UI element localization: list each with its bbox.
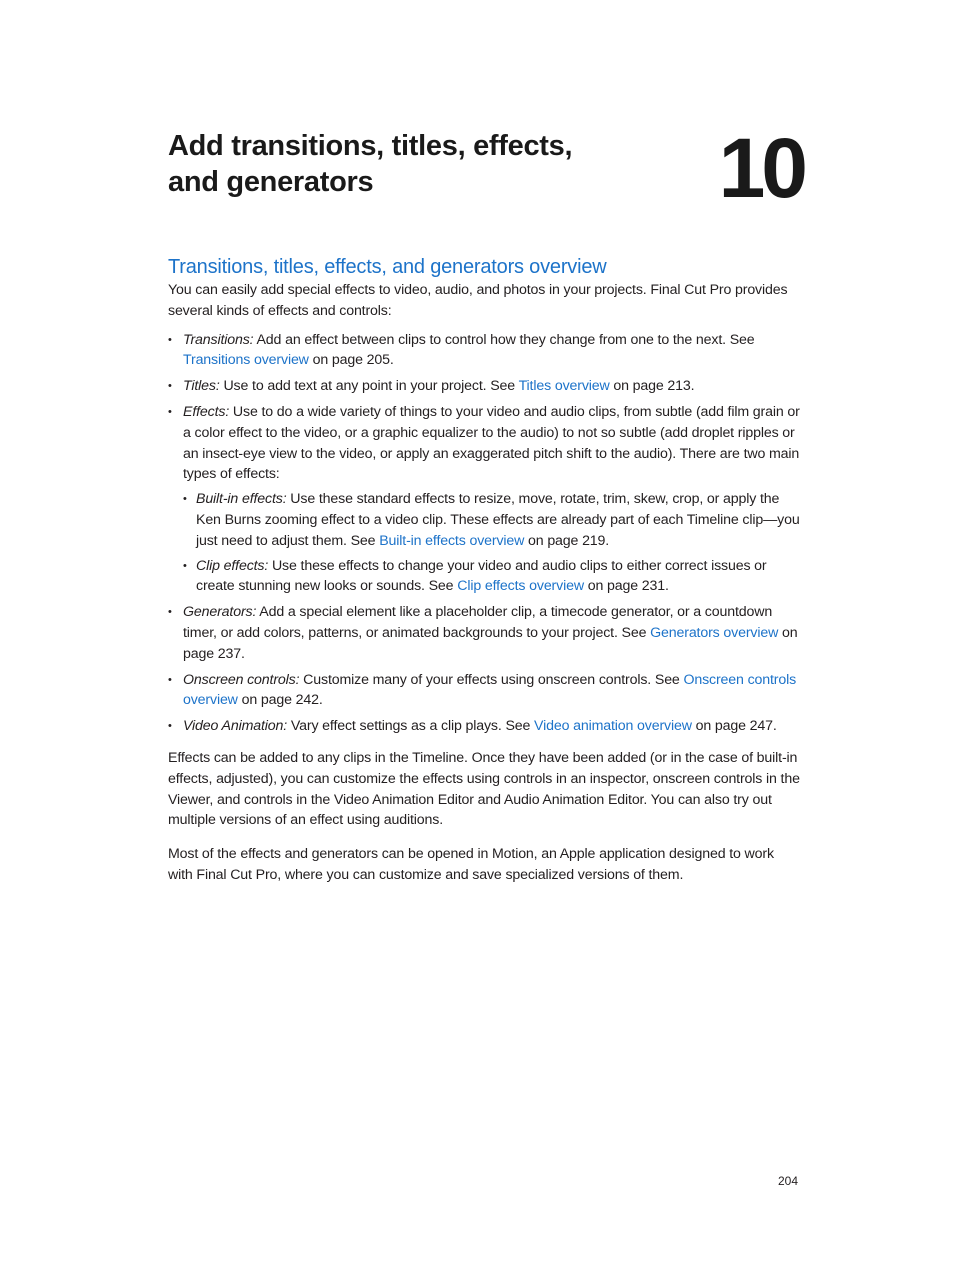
item-text: Use these standard effects to resize, move, rotate, trim, skew, crop, or apply the Ken Burns zooming effect to a video clip. These effects are already part of each Timeline clip—you just need to adjust them. See [196,491,800,549]
generators-overview-link[interactable]: Generators overview [650,624,779,641]
term: Onscreen controls: [183,671,300,688]
term: Transitions: [183,331,254,348]
page-number: 204 [777,1174,798,1188]
term: Generators: [183,604,257,621]
clip-effects-overview-link[interactable]: Clip effects overview [457,578,584,595]
list-item-onscreen-controls [168,670,802,712]
list-item-titles [168,376,802,397]
term: Video Animation: [183,718,288,735]
item-text: Vary effect settings as a clip plays. See [287,718,535,735]
section-body [168,280,802,886]
term: Built-in effects: [196,491,287,508]
built-in-effects-overview-link[interactable]: Built-in effects overview [379,532,525,549]
effects-paragraph: Effects can be added to any clips in the Timeline. Once they have been added (or in the case of built-in effects, adjusted), you can customize the effects using controls in an inspector, onscreen controls in the Viewer, and controls in the Video Animation Editor and Audio Animation Editor. You can also try out multiple versions of an effect using auditions. [168,749,800,829]
list-item-transitions [168,330,802,372]
onscreen-controls-overview-link[interactable]: Onscreen controls overview [183,671,797,709]
item-after: on page 237. [183,624,798,662]
item-after: on page 213. [609,378,695,395]
item-text: Use to add text at any point in your project. See [219,378,519,395]
effects-list [168,330,802,737]
chapter-title [168,128,638,200]
item-text: Use these effects to change your video and audio clips to either correct issues or create stunning new looks or sounds. See [196,557,767,595]
intro-paragraph: You can easily add special effects to video, audio, and photos in your projects. Final Cut Pro provides several kinds of effects and controls: [168,282,788,319]
term: Titles: [183,378,220,395]
item-after: on page 231. [583,578,669,595]
titles-overview-link[interactable]: Titles overview [518,378,610,395]
item-after: on page 219. [524,532,610,549]
item-text: Add a special element like a placeholder clip, a timecode generator, or a countdown timer, or add colors, patterns, or animated backgrounds to your project. See [183,604,773,641]
item-after: on page 247. [691,718,777,735]
chapter-title-line1: Add transitions, titles, effects, [168,130,573,162]
item-text: Use to do a wide variety of things to your video and audio clips, from subtle (add film grain or a color effect to the video, or a graphic equalizer to the audio) to not so subtle (add droplet ripples or an insect-eye view to the video, or apply an exaggerated pitch shift to the audio). There are two main types of effects: [183,403,800,483]
item-text: Customize many of your effects using onscreen controls. See [299,671,684,688]
transitions-overview-link[interactable]: Transitions overview [183,352,309,369]
list-item-video-animation [168,716,802,737]
term: Effects: [183,403,230,420]
motion-paragraph: Most of the effects and generators can be opened in Motion, an Apple application designed to work with Final Cut Pro, where you can customize and save specialized versions of them. [168,846,774,883]
item-after: on page 205. [308,352,394,369]
chapter-number: 10 [718,121,804,215]
list-item-generators [168,602,802,664]
video-animation-overview-link[interactable]: Video animation overview [534,718,692,735]
item-after: on page 242. [237,692,323,709]
sublist-item-built-in-effects [183,489,802,551]
effects-sublist [183,489,802,597]
item-text: Add an effect between clips to control how they change from one to the next. See [253,331,755,348]
section-heading: Transitions, titles, effects, and generators overview [168,256,607,278]
list-item-effects [168,402,802,597]
sublist-item-clip-effects [183,556,802,598]
chapter-title-line2: and generators [168,166,374,198]
term: Clip effects: [196,557,269,574]
